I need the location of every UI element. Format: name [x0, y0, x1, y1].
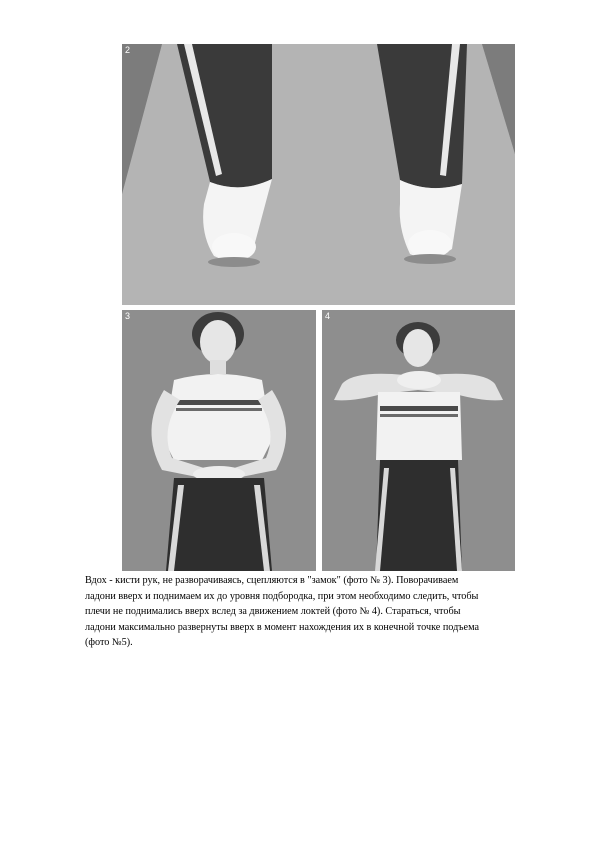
caption-line: плечи не поднимались вверх вслед за движением локтей (фото № 4). Стараться, чтобы — [85, 606, 461, 618]
caption-line: ладони максимально развернуты вверх в момент нахождения их в конечной точке подъема — [85, 621, 479, 633]
photo-hands-lock-image — [122, 310, 316, 571]
photo-hands-raised — [322, 310, 515, 571]
photo-number: 3 — [125, 311, 131, 321]
caption-line: ладони вверх и поднимаем их до уровня подбородка, при этом необходимо следить, чтобы — [85, 590, 479, 602]
photo-hands-lock — [122, 310, 316, 571]
photo-number: 2 — [125, 45, 131, 55]
caption-line: (фото №5). — [85, 637, 133, 649]
photo-number: 4 — [325, 311, 331, 321]
caption-line: Вдох - кисти рук, не разворачиваясь, сцепляются в "замок" (фото № 3). Поворачиваем — [85, 575, 459, 586]
exercise-description — [85, 573, 555, 651]
photo-feet — [122, 44, 515, 305]
photo-feet-image — [122, 44, 515, 305]
photo-hands-raised-image — [322, 310, 515, 571]
